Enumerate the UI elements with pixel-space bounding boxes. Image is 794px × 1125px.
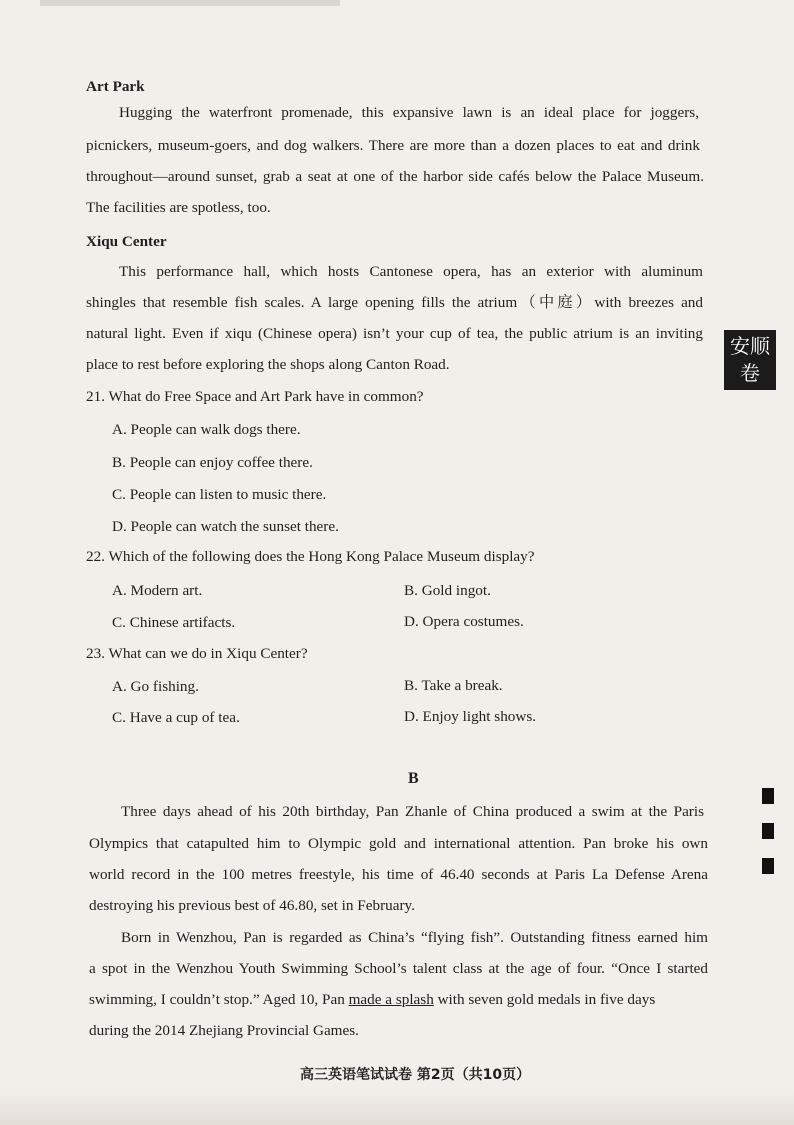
registration-mark-3	[762, 858, 774, 874]
side-tab-line-2: 卷	[740, 361, 760, 385]
scan-smudge	[40, 0, 340, 6]
question-21-option-b: B. People can enjoy coffee there.	[112, 454, 313, 471]
scan-shadow	[0, 1090, 794, 1125]
question-23-option-d: D. Enjoy light shows.	[404, 708, 537, 725]
xiqu-line-3: natural light. Even if xiqu (Chinese opera) isn’t your cup of tea, the public atrium is an inviting	[86, 325, 703, 342]
section-b-p1-line-3: world record in the 100 metres freestyle, his time of 46.40 seconds at Paris La Defense Arena	[89, 866, 708, 883]
question-23-option-a: A. Go fishing.	[112, 678, 199, 695]
question-22-option-c: C. Chinese artifacts.	[112, 614, 236, 631]
xiqu-line-1: This performance hall, which hosts Cantonese opera, has an exterior with aluminum	[119, 263, 703, 280]
section-b-p1-line-1: Three days ahead of his 20th birthday, Pan Zhanle of China produced a swim at the Paris	[121, 803, 704, 820]
side-tab	[724, 330, 776, 390]
underlined-phrase: made a splash	[348, 991, 434, 1008]
art-park-line-4: The facilities are spotless, too.	[86, 199, 271, 216]
question-23-stem: 23. What can we do in Xiqu Center?	[86, 645, 308, 662]
xiqu-line-2: shingles that resemble fish scales. A large opening fills the atrium（中庭）with breezes and	[86, 294, 703, 311]
section-b-p2-line-3-start: swimming, I couldn’t stop.” Aged 10, Pan	[89, 991, 345, 1008]
section-b-p2-line-3	[89, 992, 655, 1007]
section-b-p2-line-4: during the 2014 Zhejiang Provincial Games.	[89, 1022, 359, 1039]
question-21-option-d: D. People can watch the sunset there.	[112, 518, 339, 535]
question-21-option-c: C. People can listen to music there.	[112, 486, 327, 503]
section-b-p2-line-2: a spot in the Wenzhou Youth Swimming School’s talent class at the age of four. “Once I started	[89, 960, 708, 977]
page-footer: 高三英语笔试试卷 第2页（共10页）	[300, 1067, 531, 1083]
question-21-stem: 21. What do Free Space and Art Park have in common?	[86, 388, 424, 405]
section-b-letter: B	[408, 770, 419, 787]
question-23-option-c: C. Have a cup of tea.	[112, 709, 240, 726]
section-b-p1-line-2: Olympics that catapulted him to Olympic gold and international attention. Pan broke his own	[89, 835, 708, 852]
art-park-line-2: picnickers, museum-goers, and dog walkers. There are more than a dozen places to eat and drink	[86, 137, 700, 154]
registration-mark-1	[762, 788, 774, 804]
question-23-option-b: B. Take a break.	[404, 677, 503, 694]
side-tab-line-1: 安顺	[730, 334, 770, 358]
question-22-option-b: B. Gold ingot.	[404, 582, 491, 599]
section-b-p2-line-3-end: with seven gold medals in five days	[437, 991, 656, 1008]
question-22-option-d: D. Opera costumes.	[404, 613, 524, 630]
art-park-heading: Art Park	[86, 78, 145, 95]
question-22-option-a: A. Modern art.	[112, 582, 203, 599]
xiqu-line-4: place to rest before exploring the shops along Canton Road.	[86, 356, 450, 373]
section-b-p1-line-4: destroying his previous best of 46.80, set in February.	[89, 897, 415, 914]
registration-mark-2	[762, 823, 774, 839]
question-21-option-a: A. People can walk dogs there.	[112, 421, 301, 438]
xiqu-center-heading: Xiqu Center	[86, 233, 167, 250]
section-b-p2-line-1: Born in Wenzhou, Pan is regarded as China’s “flying fish”. Outstanding fitness earned him	[121, 929, 708, 946]
art-park-line-3: throughout—around sunset, grab a seat at one of the harbor side cafés below the Palace Museum.	[86, 168, 704, 185]
art-park-line-1: Hugging the waterfront promenade, this expansive lawn is an ideal place for joggers,	[119, 104, 699, 121]
question-22-stem: 22. Which of the following does the Hong Kong Palace Museum display?	[86, 548, 535, 565]
